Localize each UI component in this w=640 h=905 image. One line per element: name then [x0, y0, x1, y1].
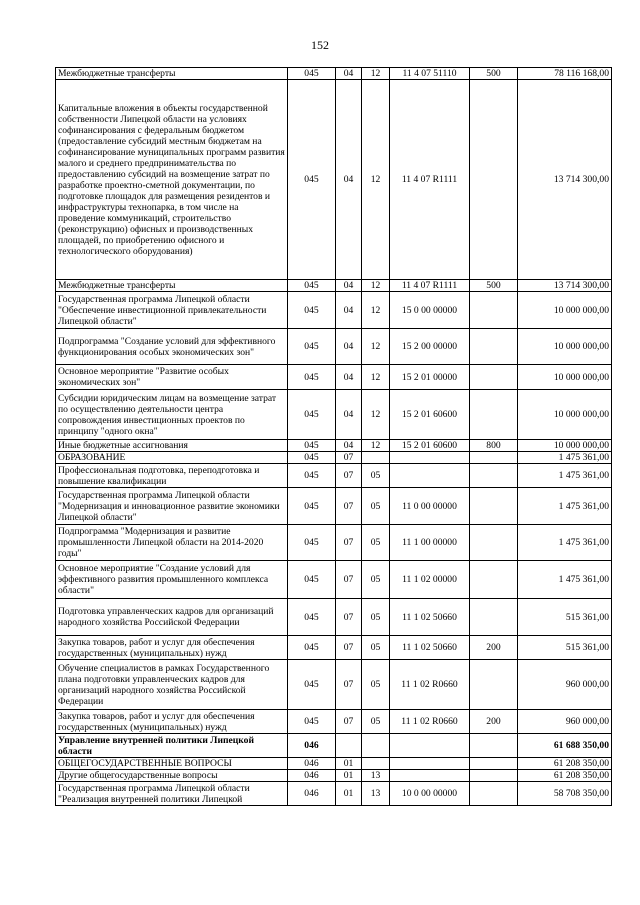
expense-type-code: 500 [470, 68, 518, 80]
amount: 10 000 000,00 [518, 329, 612, 365]
table-row [56, 488, 612, 525]
row-name: Основное мероприятие "Развитие особых экономических зон" [56, 365, 288, 390]
expense-type-code: 800 [470, 440, 518, 452]
target-article-code [390, 464, 470, 488]
amount: 61 208 350,00 [518, 758, 612, 770]
ministry-code: 045 [288, 292, 336, 329]
target-article-code: 11 1 02 00000 [390, 561, 470, 599]
subsection-code: 05 [362, 525, 390, 561]
amount: 1 475 361,00 [518, 488, 612, 525]
section-code: 07 [336, 452, 362, 464]
expense-type-code [470, 292, 518, 329]
row-name: Закупка товаров, работ и услуг для обеспечения государственных (муниципальных) нужд [56, 636, 288, 660]
row-name: Основное мероприятие "Создание условий для эффективного развития промышленного комплекса области" [56, 561, 288, 599]
section-code: 07 [336, 488, 362, 525]
target-article-code: 11 1 02 50660 [390, 599, 470, 636]
target-article-code: 15 2 01 60600 [390, 390, 470, 440]
table-row [56, 710, 612, 734]
section-code: 07 [336, 464, 362, 488]
target-article-code: 15 0 00 00000 [390, 292, 470, 329]
expense-type-code [470, 452, 518, 464]
amount: 10 000 000,00 [518, 390, 612, 440]
table-row [56, 660, 612, 710]
table-row [56, 390, 612, 440]
subsection-code: 05 [362, 599, 390, 636]
expense-type-code [470, 561, 518, 599]
subsection-code [362, 734, 390, 758]
ministry-code: 046 [288, 782, 336, 806]
subsection-code [362, 452, 390, 464]
row-name: ОБЩЕГОСУДАРСТВЕННЫЕ ВОПРОСЫ [56, 758, 288, 770]
row-name: Государственная программа Липецкой области "Реализация внутренней политики Липецкой [56, 782, 288, 806]
amount: 10 000 000,00 [518, 365, 612, 390]
table-row [56, 440, 612, 452]
section-code: 04 [336, 440, 362, 452]
target-article-code: 15 2 01 00000 [390, 365, 470, 390]
amount: 61 208 350,00 [518, 770, 612, 782]
amount: 13 714 300,00 [518, 280, 612, 292]
target-article-code [390, 758, 470, 770]
section-code: 04 [336, 329, 362, 365]
section-code: 01 [336, 758, 362, 770]
page-number: 152 [311, 38, 329, 52]
table-row [56, 452, 612, 464]
amount: 78 116 168,00 [518, 68, 612, 80]
table-row [56, 782, 612, 806]
subsection-code: 12 [362, 440, 390, 452]
subsection-code: 05 [362, 636, 390, 660]
subsection-code: 13 [362, 782, 390, 806]
ministry-code: 045 [288, 80, 336, 280]
target-article-code: 15 2 00 00000 [390, 329, 470, 365]
target-article-code: 11 1 02 R0660 [390, 710, 470, 734]
target-article-code: 10 0 00 00000 [390, 782, 470, 806]
ministry-code: 045 [288, 464, 336, 488]
table-row [56, 68, 612, 80]
amount: 1 475 361,00 [518, 525, 612, 561]
table-row [56, 599, 612, 636]
amount: 13 714 300,00 [518, 80, 612, 280]
ministry-code: 045 [288, 525, 336, 561]
row-name: Государственная программа Липецкой области "Обеспечение инвестиционной привлекательности Липецкой области" [56, 292, 288, 329]
expense-type-code [470, 329, 518, 365]
expense-type-code: 200 [470, 636, 518, 660]
section-code: 07 [336, 710, 362, 734]
row-name: Межбюджетные трансферты [56, 280, 288, 292]
ministry-code: 045 [288, 599, 336, 636]
subsection-code: 12 [362, 280, 390, 292]
expense-type-code [470, 525, 518, 561]
target-article-code [390, 770, 470, 782]
ministry-code: 046 [288, 758, 336, 770]
target-article-code [390, 452, 470, 464]
row-name: Другие общегосударственные вопросы [56, 770, 288, 782]
amount: 515 361,00 [518, 599, 612, 636]
ministry-code: 045 [288, 329, 336, 365]
expense-type-code [470, 660, 518, 710]
ministry-code: 045 [288, 365, 336, 390]
ministry-code: 045 [288, 390, 336, 440]
target-article-code: 11 4 07 R1111 [390, 280, 470, 292]
row-name: Межбюджетные трансферты [56, 68, 288, 80]
table-row [56, 80, 612, 280]
ministry-code: 045 [288, 710, 336, 734]
row-name: Подпрограмма "Создание условий для эффективного функционирования особых экономических зон" [56, 329, 288, 365]
section-code: 04 [336, 390, 362, 440]
table-row [56, 464, 612, 488]
subsection-code: 12 [362, 292, 390, 329]
target-article-code: 11 1 02 R0660 [390, 660, 470, 710]
ministry-code: 045 [288, 68, 336, 80]
subsection-code: 12 [362, 365, 390, 390]
table-row [56, 280, 612, 292]
section-code: 01 [336, 782, 362, 806]
section-code: 07 [336, 660, 362, 710]
table-row [56, 525, 612, 561]
table-row [56, 770, 612, 782]
row-name: Обучение специалистов в рамках Государственного плана подготовки управленческих кадров для организаций народного хозяйства Российской Федерации [56, 660, 288, 710]
section-code: 07 [336, 561, 362, 599]
amount: 10 000 000,00 [518, 440, 612, 452]
expense-type-code [470, 80, 518, 280]
expense-type-code [470, 599, 518, 636]
expense-type-code [470, 734, 518, 758]
target-article-code: 11 0 00 00000 [390, 488, 470, 525]
ministry-code: 046 [288, 770, 336, 782]
subsection-code: 12 [362, 390, 390, 440]
expense-type-code [470, 770, 518, 782]
amount: 515 361,00 [518, 636, 612, 660]
amount: 1 475 361,00 [518, 452, 612, 464]
section-code: 04 [336, 292, 362, 329]
target-article-code [390, 734, 470, 758]
row-name: Профессиональная подготовка, переподготовка и повышение квалификации [56, 464, 288, 488]
amount: 10 000 000,00 [518, 292, 612, 329]
amount: 58 708 350,00 [518, 782, 612, 806]
subsection-code: 12 [362, 80, 390, 280]
table-row [56, 758, 612, 770]
table-row [56, 292, 612, 329]
target-article-code: 15 2 01 60600 [390, 440, 470, 452]
table-row [56, 365, 612, 390]
row-name: Капитальные вложения в объекты государственной собственности Липецкой области на условиях софинансирования с федеральным бюджетом (предоставление субсидий местным бюджетам на софинансирование муниципальных программ развития малого и среднего предпринимательства по предоставлению субсидий на возмещение затрат по разработке проектно-сметной документации, по подготовке площадок для размещения резидентов и инфраструктуры технопарка, в том числе на проведение коммуникаций, строительство (реконструкцию) офисных и производственных площадей, по приобретению офисного и технологического оборудования) [56, 80, 288, 280]
target-article-code: 11 1 00 00000 [390, 525, 470, 561]
section-code: 04 [336, 80, 362, 280]
section-code: 07 [336, 636, 362, 660]
row-name: Государственная программа Липецкой области "Модернизация и инновационное развитие экономики Липецкой области" [56, 488, 288, 525]
ministry-code: 045 [288, 452, 336, 464]
section-code: 04 [336, 280, 362, 292]
ministry-code: 045 [288, 636, 336, 660]
target-article-code: 11 1 02 50660 [390, 636, 470, 660]
budget-table [55, 67, 612, 806]
expense-type-code [470, 758, 518, 770]
table-row [56, 636, 612, 660]
section-code: 07 [336, 599, 362, 636]
expense-type-code [470, 464, 518, 488]
expense-type-code [470, 488, 518, 525]
row-name: Закупка товаров, работ и услуг для обеспечения государственных (муниципальных) нужд [56, 710, 288, 734]
section-code [336, 734, 362, 758]
amount: 1 475 361,00 [518, 464, 612, 488]
row-name: Подпрограмма "Модернизация и развитие промышленности Липецкой области на 2014-2020 годы" [56, 525, 288, 561]
ministry-code: 045 [288, 660, 336, 710]
ministry-code: 045 [288, 280, 336, 292]
table-row [56, 329, 612, 365]
subsection-code: 12 [362, 329, 390, 365]
amount: 960 000,00 [518, 660, 612, 710]
expense-type-code [470, 782, 518, 806]
ministry-code: 045 [288, 440, 336, 452]
row-name: Субсидии юридическим лицам на возмещение затрат по осуществлению деятельности центра сопровождения инвестиционных проектов по принципу "одного окна" [56, 390, 288, 440]
table-row [56, 734, 612, 758]
subsection-code: 05 [362, 660, 390, 710]
target-article-code: 11 4 07 51110 [390, 68, 470, 80]
expense-type-code [470, 365, 518, 390]
amount: 1 475 361,00 [518, 561, 612, 599]
subsection-code: 12 [362, 68, 390, 80]
amount: 61 688 350,00 [518, 734, 612, 758]
section-code: 01 [336, 770, 362, 782]
subsection-code: 05 [362, 488, 390, 525]
row-name: ОБРАЗОВАНИЕ [56, 452, 288, 464]
row-name: Управление внутренней политики Липецкой области [56, 734, 288, 758]
subsection-code: 13 [362, 770, 390, 782]
section-code: 07 [336, 525, 362, 561]
subsection-code: 05 [362, 464, 390, 488]
section-code: 04 [336, 68, 362, 80]
ministry-code: 046 [288, 734, 336, 758]
ministry-code: 045 [288, 488, 336, 525]
amount: 960 000,00 [518, 710, 612, 734]
section-code: 04 [336, 365, 362, 390]
expense-type-code [470, 390, 518, 440]
row-name: Иные бюджетные ассигнования [56, 440, 288, 452]
subsection-code: 05 [362, 710, 390, 734]
expense-type-code: 500 [470, 280, 518, 292]
ministry-code: 045 [288, 561, 336, 599]
target-article-code: 11 4 07 R1111 [390, 80, 470, 280]
table-row [56, 561, 612, 599]
row-name: Подготовка управленческих кадров для организаций народного хозяйства Российской Федерации [56, 599, 288, 636]
subsection-code: 05 [362, 561, 390, 599]
expense-type-code: 200 [470, 710, 518, 734]
subsection-code [362, 758, 390, 770]
